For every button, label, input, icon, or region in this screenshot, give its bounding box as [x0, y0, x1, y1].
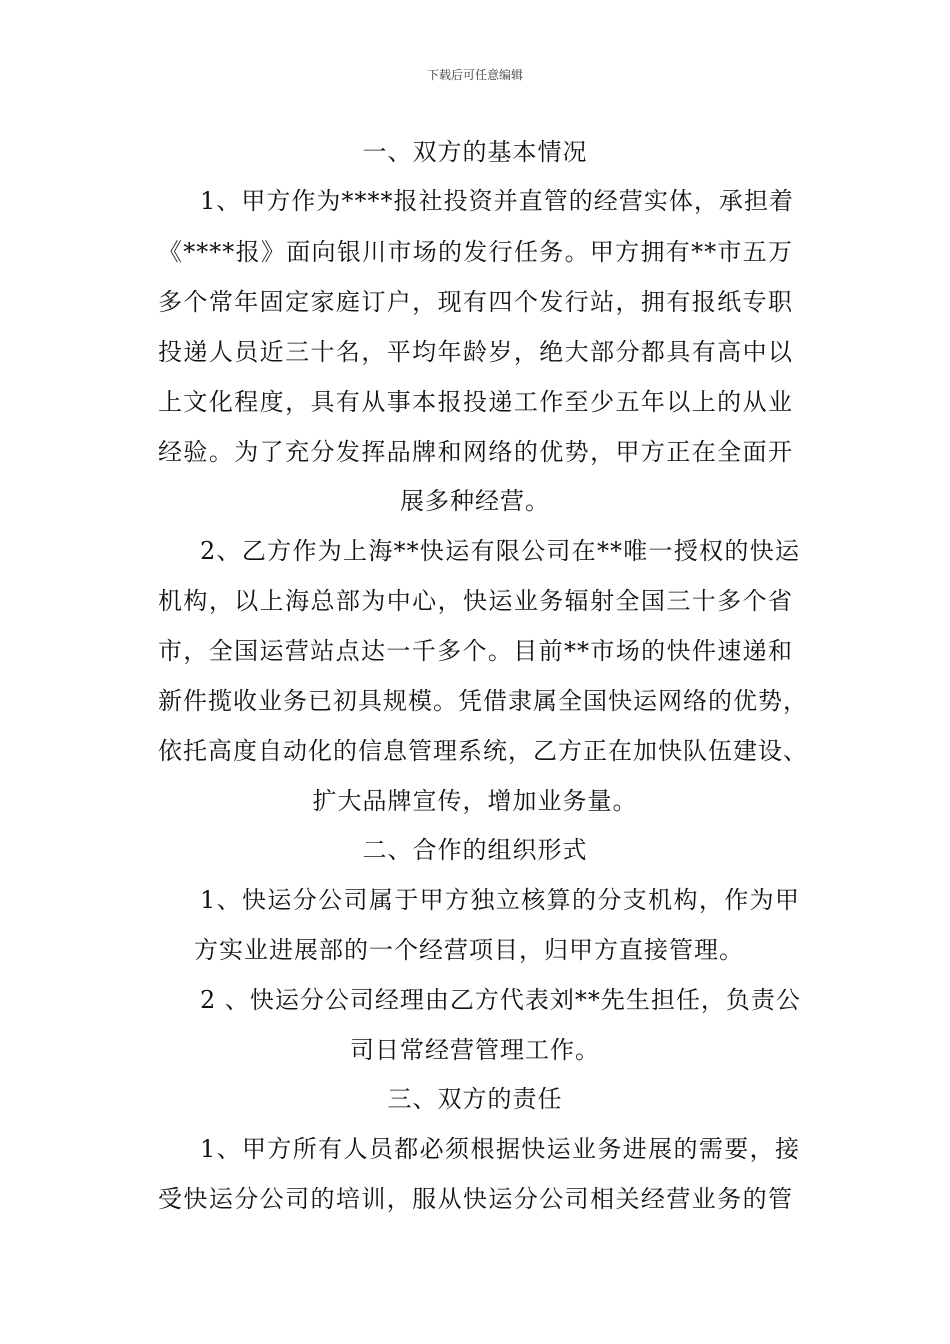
paragraph-line: 2、乙方作为上海**快运有限公司在**唯一授权的快运: [200, 537, 800, 565]
paragraph-line: 展多种经营。: [400, 487, 550, 515]
paragraph-line: 市，全国运营站点达一千多个。目前**市场的快件速递和: [158, 637, 793, 665]
paragraph-line: 依托高度自动化的信息管理系统，乙方正在加快队伍建设、: [158, 737, 808, 765]
header-note: 下载后可任意编辑: [426, 68, 523, 82]
paragraph-line: 1、甲方所有人员都必须根据快运业务进展的需要，接: [200, 1135, 800, 1163]
paragraph-line: 1、快运分公司属于甲方独立核算的分支机构，作为甲: [200, 886, 800, 914]
section-heading-1: 一、双方的基本情况: [362, 138, 588, 166]
paragraph-line: 扩大品牌宣传，增加业务量。: [312, 787, 638, 815]
paragraph-line: 1、甲方作为****报社投资并直管的经营实体，承担着: [200, 187, 794, 215]
section-heading-3: 三、双方的责任: [387, 1085, 563, 1113]
paragraph-line: 司日常经营管理工作。: [350, 1036, 600, 1064]
paragraph-line: 多个常年固定家庭订户，现有四个发行站，拥有报纸专职: [158, 288, 793, 316]
paragraph-line: 《****报》面向银川市场的发行任务。甲方拥有**市五万: [158, 238, 793, 266]
section-heading-2: 二、合作的组织形式: [362, 836, 588, 864]
paragraph-line: 新件揽收业务已初具规模。凭借隶属全国快运网络的优势，: [158, 687, 808, 715]
paragraph-line: 方实业进展部的一个经营项目，归甲方直接管理。: [194, 936, 744, 964]
paragraph-line: 受快运分公司的培训，服从快运分公司相关经营业务的管: [158, 1185, 793, 1213]
paragraph-line: 2 、快运分公司经理由乙方代表刘**先生担任，负责公: [200, 986, 801, 1014]
paragraph-line: 投递人员近三十名，平均年龄岁，绝大部分都具有高中以: [158, 338, 793, 366]
paragraph-line: 上文化程度，具有从事本报投递工作至少五年以上的从业: [158, 388, 793, 416]
paragraph-line: 经验。为了充分发挥品牌和网络的优势，甲方正在全面开: [158, 438, 793, 466]
paragraph-line: 机构，以上海总部为中心，快运业务辐射全国三十多个省: [158, 587, 793, 615]
